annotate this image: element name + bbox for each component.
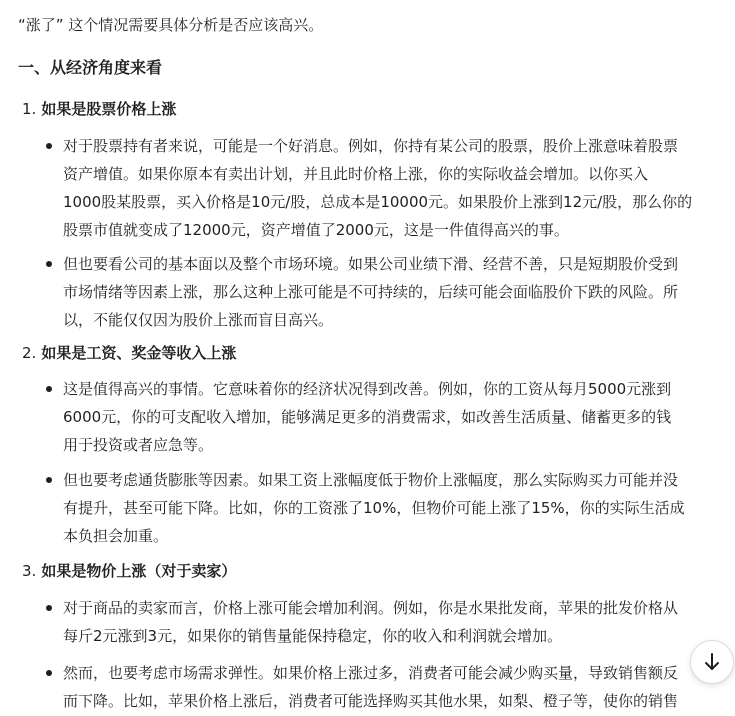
bullet-line: 这是值得高兴的事情。它意味着你的经济状况得到改善。例如，你的工资从每月5000元涨到	[63, 380, 672, 398]
arrow-down-icon	[703, 652, 721, 672]
bullet-line: 以，不能仅仅因为股价上涨而盲目高兴。	[63, 311, 334, 329]
list-title: 如果是股票价格上涨	[41, 100, 177, 118]
intro-text: “涨了” 这个情况需要具体分析是否应该高兴。	[18, 16, 324, 34]
bullet-line: 本负担会加重。	[63, 527, 169, 545]
list-item-heading	[22, 342, 236, 364]
bullet-line: 6000元，你的可支配收入增加，能够满足更多的消费需求，如改善生活质量、储蓄更多的钱	[63, 408, 672, 426]
section-heading: 一、从经济角度来看	[18, 58, 163, 77]
list-title: 如果是工资、奖金等收入上涨	[41, 344, 237, 362]
bullet-line: 但也要看公司的基本面以及整个市场环境。如果公司业绩下滑、经营不善，只是短期股价受到	[63, 255, 679, 273]
bullet-line: 而下降。比如，苹果价格上涨后，消费者可能选择购买其他水果，如梨、橙子等，使你的销售	[63, 692, 679, 710]
bullet-line: 但也要考虑通货膨胀等因素。如果工资上涨幅度低于物价上涨幅度，那么实际购买力可能并没	[63, 471, 679, 489]
bullet-line: 1000股某股票，买入价格是10元/股，总成本是10000元。如果股价上涨到12元/股，那么你的	[63, 193, 693, 211]
scroll-to-bottom-button[interactable]	[690, 640, 734, 684]
bullet-line: 然而，也要考虑市场需求弹性。如果价格上涨过多，消费者可能会减少购买量，导致销售额反	[63, 664, 679, 682]
bullet-line: 用于投资或者应急等。	[63, 436, 214, 454]
list-item-heading	[22, 560, 236, 582]
bullet-line: 对于股票持有者来说，可能是一个好消息。例如，你持有某公司的股票，股价上涨意味着股票	[63, 137, 679, 155]
bullet-dot	[46, 386, 52, 392]
bullet-line: 资产增值。如果你原本有卖出计划，并且此时价格上涨，你的实际收益会增加。以你买入	[63, 165, 649, 183]
bullet-line: 有提升，甚至可能下降。比如，你的工资涨了10%，但物价可能上涨了15%，你的实际生活成	[63, 499, 685, 517]
bullet-dot	[46, 477, 52, 483]
bullet-dot	[46, 670, 52, 676]
bullet-item	[63, 132, 723, 244]
bullet-line: 对于商品的卖家而言，价格上涨可能会增加利润。例如，你是水果批发商，苹果的批发价格从	[63, 599, 679, 617]
bullet-dot	[46, 605, 52, 611]
list-number: 3.	[22, 562, 37, 580]
list-title: 如果是物价上涨（对于卖家）	[41, 562, 237, 580]
bullet-item	[63, 250, 723, 334]
bullet-dot	[46, 143, 52, 149]
bullet-line: 市场情绪等因素上涨，那么这种上涨可能是不可持续的，后续可能会面临股价下跌的风险。所	[63, 283, 679, 301]
list-number: 1.	[22, 100, 37, 118]
bullet-item	[63, 466, 723, 550]
list-item-heading	[22, 98, 176, 120]
bullet-item	[63, 594, 723, 650]
list-number: 2.	[22, 344, 37, 362]
bullet-line: 股票市值就变成了12000元，资产增值了2000元，这是一件值得高兴的事。	[63, 221, 569, 239]
bullet-line: 每斤2元涨到3元，如果你的销售量能保持稳定，你的收入和利润就会增加。	[63, 627, 563, 645]
bullet-dot	[46, 261, 52, 267]
bullet-item	[63, 375, 723, 459]
bullet-item	[63, 659, 723, 715]
